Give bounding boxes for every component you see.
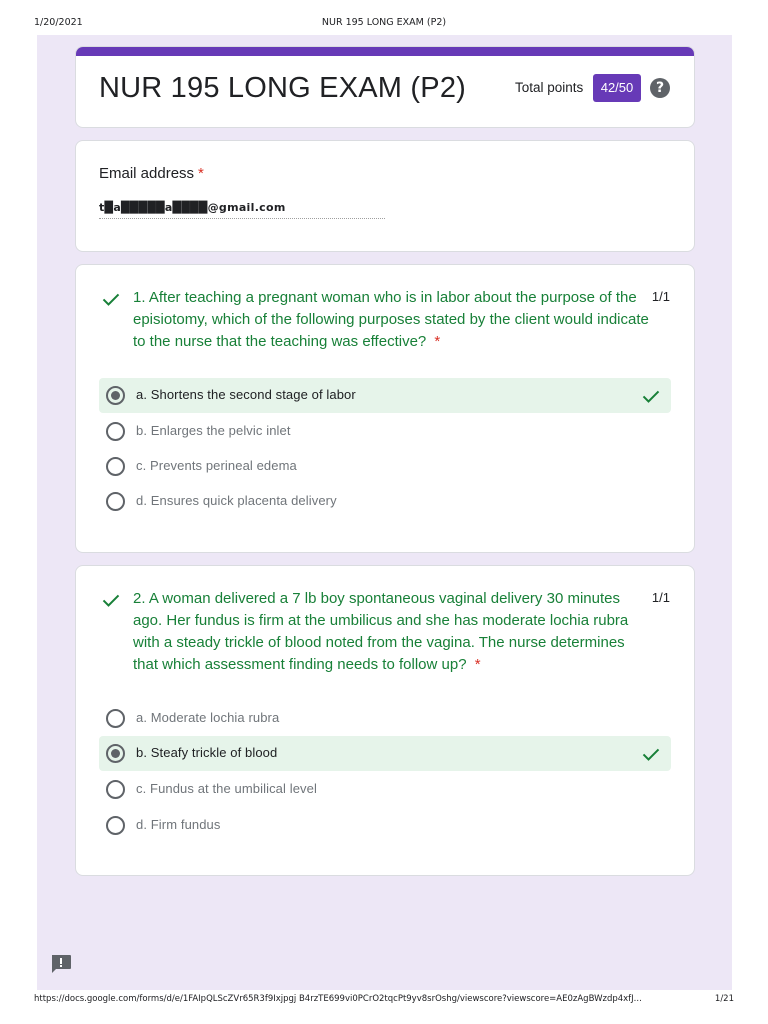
- email-underline: [99, 218, 385, 219]
- correct-check-icon: [101, 590, 121, 610]
- print-page-number: 1/21: [714, 994, 734, 1004]
- required-marker: *: [434, 333, 441, 350]
- radio-button[interactable]: [106, 492, 125, 511]
- accent-stripe: [76, 47, 694, 56]
- radio-button-checked[interactable]: [106, 386, 125, 405]
- option-c[interactable]: [99, 449, 671, 484]
- option-b[interactable]: [99, 414, 671, 449]
- total-points-label: Total points: [515, 80, 584, 95]
- help-icon[interactable]: ?: [650, 78, 670, 98]
- radio-button[interactable]: [106, 709, 125, 728]
- form-header-card: [75, 46, 695, 128]
- print-footer: [0, 994, 768, 1008]
- email-card: [75, 140, 695, 252]
- print-url: https://docs.google.com/forms/d/e/1FAIpQLScZVr65R3f9Ixjpgj B4rzTE699vi0PCrO2tqcPt9yv8srOshg/viewscore?viewscore=AE0zAgBWzdp4xfJ...: [34, 994, 642, 1004]
- correct-check-icon: [641, 386, 661, 406]
- radio-button[interactable]: [106, 457, 125, 476]
- form-title: NUR 195 LONG EXAM (P2): [99, 72, 466, 104]
- option-label: b. Enlarges the pelvic inlet: [136, 423, 291, 438]
- required-marker: *: [198, 165, 204, 182]
- option-b[interactable]: [99, 736, 671, 771]
- option-c[interactable]: [99, 772, 671, 807]
- email-value: t█a█████a████@gmail.com: [99, 201, 286, 214]
- total-points-badge: 42/50: [593, 74, 641, 102]
- email-label-text: Email address: [99, 165, 195, 182]
- option-label: c. Prevents perineal edema: [136, 458, 297, 473]
- option-label: d. Firm fundus: [136, 817, 221, 832]
- radio-button[interactable]: [106, 816, 125, 835]
- option-label: c. Fundus at the umbilical level: [136, 781, 317, 796]
- radio-button[interactable]: [106, 780, 125, 799]
- question-text: [133, 588, 649, 676]
- feedback-icon[interactable]: [50, 954, 72, 974]
- option-label: a. Shortens the second stage of labor: [136, 387, 356, 402]
- print-header: [0, 17, 768, 31]
- option-label: a. Moderate lochia rubra: [136, 710, 280, 725]
- print-title: NUR 195 LONG EXAM (P2): [321, 17, 447, 28]
- correct-check-icon: [101, 289, 121, 309]
- correct-check-icon: [641, 744, 661, 764]
- option-label: b. Steafy trickle of blood: [136, 745, 278, 760]
- required-marker: *: [474, 656, 481, 673]
- question-text-body: 1. After teaching a pregnant woman who is in labor about the purpose of the episiotomy, which of the following purposes stated by the client would indicate to the nurse that the teaching was effective?: [133, 289, 649, 350]
- question-text-body: 2. A woman delivered a 7 lb boy spontaneous vaginal delivery 30 minutes ago. Her fundus is firm at the umbilicus and she has moderate lochia rubra with a steady trickle of blood noted from the vagina. The nurse determines that which assessment finding needs to follow up?: [133, 590, 629, 673]
- question-score: 1/1: [651, 289, 670, 304]
- radio-button[interactable]: [106, 422, 125, 441]
- email-label: [99, 165, 204, 182]
- option-d[interactable]: [99, 808, 671, 843]
- question-score: 1/1: [651, 590, 670, 605]
- question-card-1: [75, 264, 695, 553]
- radio-button-checked[interactable]: [106, 744, 125, 763]
- question-card-2: [75, 565, 695, 876]
- question-text: [133, 287, 649, 353]
- option-a[interactable]: [99, 701, 671, 736]
- option-a[interactable]: [99, 378, 671, 413]
- option-label: d. Ensures quick placenta delivery: [136, 493, 337, 508]
- option-d[interactable]: [99, 484, 671, 519]
- print-date: 1/20/2021: [34, 17, 83, 28]
